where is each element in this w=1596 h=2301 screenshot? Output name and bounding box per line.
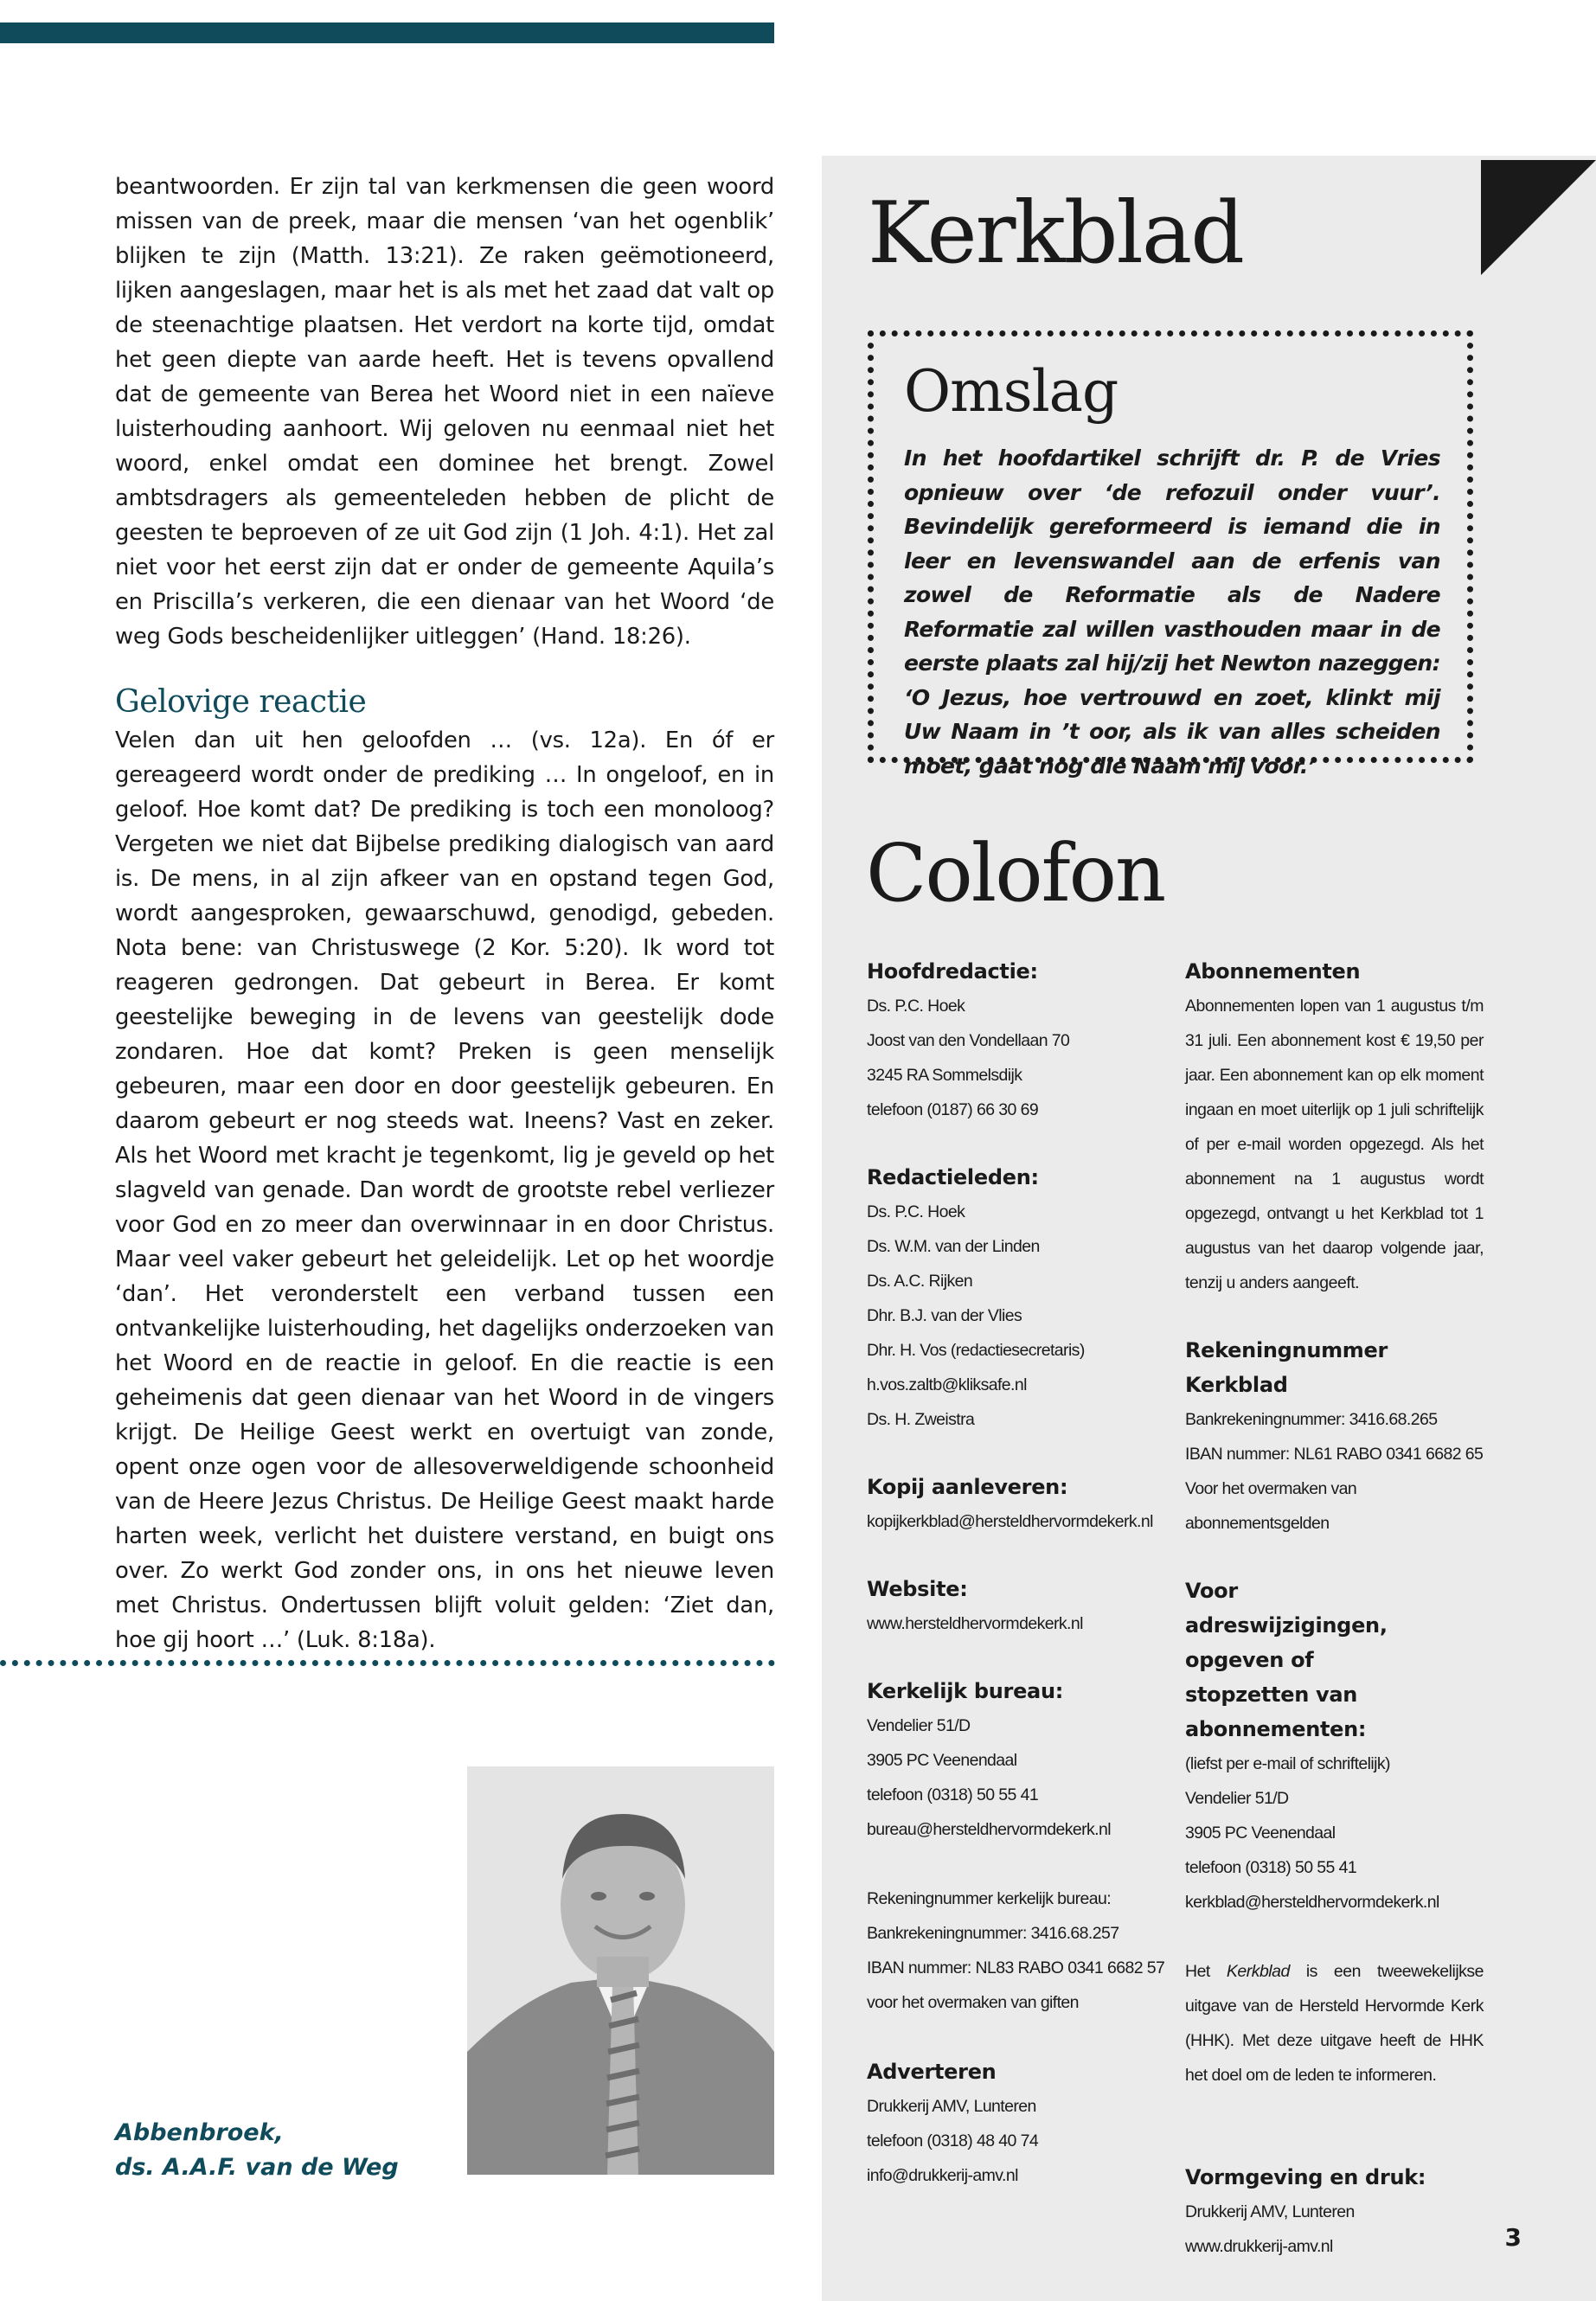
caption-line: Abbenbroek,: [115, 2119, 284, 2146]
block-heading: Hoofdredactie:: [867, 959, 1038, 984]
about-paragraph: [1185, 1954, 1484, 2093]
email-link[interactable]: kopijkerkblad@hersteldhervormdekerk.nl: [867, 1512, 1153, 1531]
block-heading: Website:: [867, 1577, 968, 1601]
page-number: 3: [1504, 2223, 1522, 2252]
website-block: [867, 1572, 1168, 1641]
block-line: voor het overmaken van giften: [867, 1993, 1079, 2012]
email-link[interactable]: info@drukkerij-amv.nl: [867, 2166, 1018, 2185]
colofon-title: Colofon: [866, 827, 1165, 920]
colofon-column-left: [867, 954, 1168, 2226]
about-text-start: Het: [1185, 1962, 1227, 1981]
article-paragraph: beantwoorden. Er zijn tal van kerkmensen die geen woord missen van de preek, maar die mensen ‘van het ogenblik’ blijken te zijn (Matth. 13:21). Ze raken geëmotioneerd, lijken aangeslagen, maar het is als met het zaad dat valt op de steenachtige plaatsen. Het verdort na korte tijd, omdat het geen diepte van aarde heeft. Het is tevens opvallend dat de gemeente van Berea het Woord niet in een naïeve luisterhouding aanhoort. Wij geloven nu eenmaal niet het woord, enkel omdat een dominee het brengt. Zowel ambtsdragers als gemeenteleden hebben de plicht de geesten te beproeven of ze uit God zijn (1 Joh. 4:1). Het zal niet voor het eerst zijn dat er onder de gemeente Aquila’s en Priscilla’s verkeren, die een dienaar van het Woord ‘de weg Gods bescheidenlijker uitleggen’ (Hand. 18:26).: [115, 174, 774, 650]
block-line: Drukkerij AMV, Lunteren: [1185, 2202, 1355, 2221]
block-line: (liefst per e-mail of schriftelijk): [1185, 1754, 1390, 1773]
caption-line: ds. A.A.F. van de Weg: [115, 2154, 399, 2181]
dotted-divider: [0, 1660, 775, 1666]
block-heading: Kerkelijk bureau:: [867, 1679, 1064, 1703]
block-line: Voor het overmaken van: [1185, 1479, 1357, 1498]
block-line: Ds. A.C. Rijken: [867, 1272, 973, 1291]
block-line: Vendelier 51/D: [1185, 1789, 1289, 1808]
block-line: 3245 RA Sommelsdijk: [867, 1066, 1022, 1085]
block-line: Bankrekeningnummer: 3416.68.257: [867, 1924, 1119, 1943]
block-line: Dhr. H. Vos (redactiesecretaris): [867, 1341, 1085, 1360]
block-line: Ds. W.M. van der Linden: [867, 1237, 1040, 1256]
block-line: Vendelier 51/D: [867, 1716, 971, 1735]
redactieleden-block: [867, 1160, 1168, 1437]
adverteren-block: [867, 2054, 1168, 2193]
kerkblad-title: Kerkblad: [868, 184, 1244, 283]
article-column: [115, 170, 774, 1657]
portrait-illustration: [467, 1766, 774, 2175]
abonnementen-block: [1185, 954, 1484, 1300]
block-heading: Abonnementen: [1185, 959, 1361, 984]
block-line: telefoon (0318) 50 55 41: [1185, 1858, 1357, 1877]
block-line: Ds. P.C. Hoek: [867, 1202, 965, 1221]
vormgeving-block: [1185, 2160, 1484, 2264]
block-line: Ds. H. Zweistra: [867, 1410, 975, 1429]
block-heading: Rekeningnummer Kerkblad: [1185, 1338, 1388, 1397]
block-line: Ds. P.C. Hoek: [867, 997, 965, 1016]
top-accent-bar: [0, 22, 774, 43]
about-block: [1185, 1954, 1484, 2093]
block-heading: Vormgeving en druk:: [1185, 2165, 1426, 2189]
about-text-end: is een tweewekelijkse uitgave van de Hersteld Hervormde Kerk (HHK). Met deze uitgave heeft de HHK het doel om de leden te informeren.: [1185, 1962, 1484, 2085]
article-paragraph: Velen dan uit hen geloofden … (vs. 12a). En óf er gereageerd wordt onder de prediking … In ongeloof, en in geloof. Hoe komt dat? De prediking is toch een monoloog? Vergeten we niet dat Bijbelse prediking dialogisch van aard is. De mens, in al zijn afkeer van en opstand tegen God, wordt aangesproken, gewaarschuwd, genodigd, gebeden. Nota bene: van Christuswege (2 Kor. 5:20). Ik word tot reageren gedrongen. Dat gebeurt in Berea. Er komt geestelijke beweging in de levens van geestelijk dode zondaren. Hoe dat komt? Preken is geen menselijk gebeuren, maar een door en door geestelijk gebeuren. En daarom gebeurt er nog steeds wat. Ineens? Vast en zeker. Als het Woord met kracht je tegenkomt, lig je geveld op het slagveld van genade. Dan wordt de grootste rebel verliezer voor God en zo meer dan overwinnaar in en door Christus. Maar veel vaker gebeurt het geleidelijk. Let op het woordje ‘dan’. Het veronderstelt een verband tussen een ontvankelijke luisterhouding, het dagelijks onderzoeken van het Woord en de reactie in geloof. En die reactie is een geheimenis dat geen dienaar van het Woord in de vingers krijgt. De Heilige Geest werkt en overtuigt van zonde, opent onze ogen voor de allesoverweldigende schoonheid van de Heere Jezus Christus. De Heilige Geest maakt harde harten week, verlicht het duistere verstand, en buigt ons over. Zo werkt God zonder ons, in ons het nieuwe leven met Christus. Ondertussen blijft voluit gelden: ‘Ziet dan, hoe gij hoort …’ (Luk. 8:18a).: [115, 727, 774, 1653]
block-line: IBAN nummer: NL83 RABO 0341 6682 57: [867, 1958, 1165, 1977]
adreswijziging-block: [1185, 1574, 1484, 1920]
block-line: IBAN nummer: NL61 RABO 0341 6682 65: [1185, 1445, 1484, 1464]
block-line: Joost van den Vondellaan 70: [867, 1031, 1070, 1050]
rekening-bureau-block: [867, 1881, 1168, 2020]
section-heading: Gelovige reactie: [115, 684, 367, 720]
block-heading: Voor adreswijzigingen, opgeven of stopzetten van abonnementen:: [1185, 1579, 1388, 1741]
block-line: Bankrekeningnummer: 3416.68.265: [1185, 1410, 1438, 1429]
block-line: telefoon (0187) 66 30 69: [867, 1100, 1039, 1119]
block-line: Rekeningnummer kerkelijk bureau:: [867, 1889, 1112, 1908]
rekening-kerkblad-block: [1185, 1333, 1484, 1541]
kopij-block: [867, 1470, 1168, 1539]
omslag-title: Omslag: [904, 358, 1118, 425]
corner-triangle: [1481, 160, 1596, 275]
website-link[interactable]: www.drukkerij-amv.nl: [1185, 2237, 1333, 2256]
block-line: Dhr. B.J. van der Vlies: [867, 1306, 1022, 1325]
email-link[interactable]: h.vos.zaltb@kliksafe.nl: [867, 1375, 1027, 1394]
block-line: telefoon (0318) 48 40 74: [867, 2131, 1039, 2150]
block-line: 3905 PC Veenendaal: [867, 1751, 1017, 1770]
block-heading: Adverteren: [867, 2060, 997, 2084]
bureau-block: [867, 1674, 1168, 1847]
email-link[interactable]: kerkblad@hersteldhervormdekerk.nl: [1185, 1893, 1439, 1912]
block-paragraph: Abonnementen lopen van 1 augustus t/m 31 juli. Een abonnement kost € 19,50 per jaar. Een abonnement kan op elk moment ingaan en moet uiterlijk op 1 juli schriftelijk of per e-mail worden opgezegd. Als het abonnement na 1 augustus wordt opgezegd, ontvangt u het Kerkblad tot 1 augustus van het daarop volgende jaar, tenzij u anders aangeeft.: [1185, 997, 1484, 1292]
block-line: Drukkerij AMV, Lunteren: [867, 2097, 1036, 2116]
omslag-text: In het hoofdartikel schrijft dr. P. de Vries opnieuw over ‘de refozuil onder vuur’. Bevindelijk gereformeerd is iemand die in leer en levenswandel aan de erfenis van zowel de Reformatie als de Nadere Reformatie zal willen vasthouden maar in de eerste plaats zal hij/zij het Newton nazeggen: ‘O Jezus, hoe vertrouwd en zoet, klinkt mij Uw Naam in ’t oor, als ik van alles scheiden moet, gaat nog die Naam mij voor.’: [904, 445, 1440, 779]
colofon-column-right: [1185, 954, 1484, 2297]
block-heading: Redactieleden:: [867, 1165, 1039, 1189]
website-link[interactable]: www.hersteldhervormdekerk.nl: [867, 1614, 1083, 1633]
block-heading: Kopij aanleveren:: [867, 1475, 1068, 1499]
author-portrait: [467, 1766, 774, 2175]
block-line: 3905 PC Veenendaal: [1185, 1823, 1336, 1843]
email-link[interactable]: bureau@hersteldhervormdekerk.nl: [867, 1820, 1111, 1839]
photo-caption: [115, 2116, 399, 2185]
block-line: telefoon (0318) 50 55 41: [867, 1785, 1039, 1804]
hoofdredactie-block: [867, 954, 1168, 1127]
block-line: abonnementsgelden: [1185, 1514, 1330, 1533]
about-publication-name: Kerkblad: [1226, 1962, 1290, 1981]
